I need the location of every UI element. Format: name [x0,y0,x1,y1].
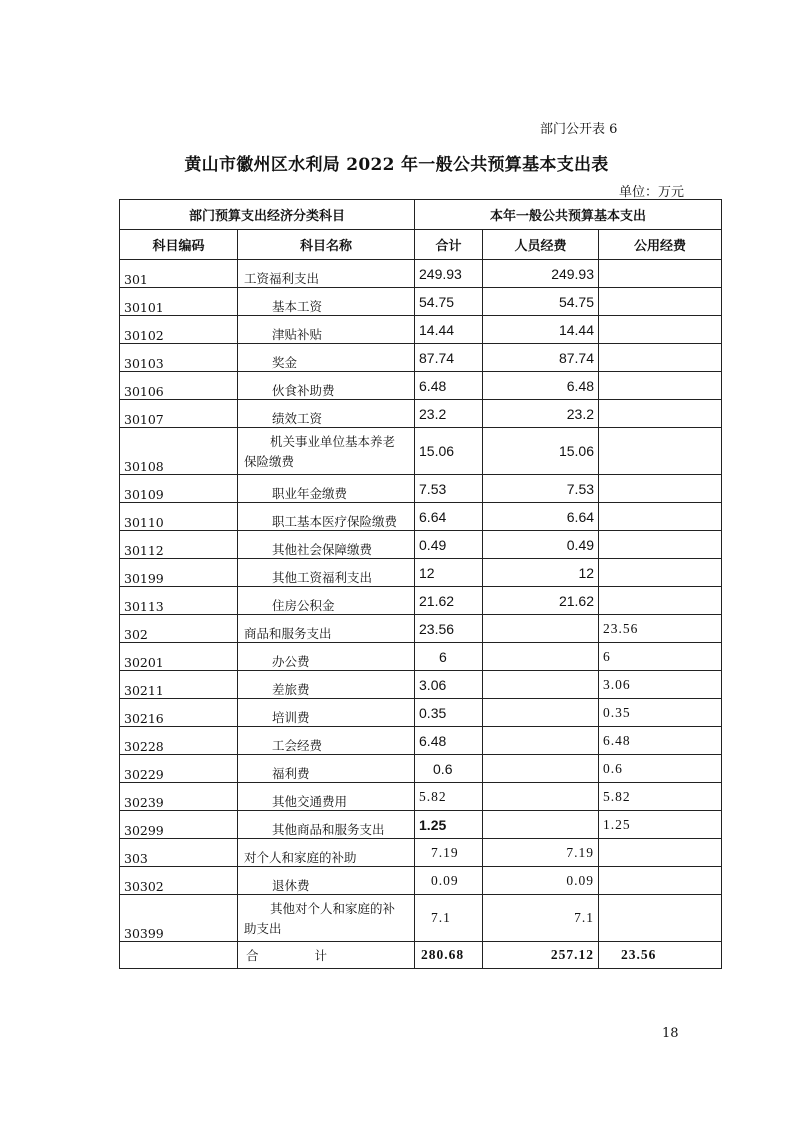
row-public [599,288,722,316]
row-name: 其他商品和服务支出 [238,811,415,839]
table-row [120,428,722,475]
row-code: 30299 [120,811,238,839]
row-public [599,372,722,400]
row-public [599,344,722,372]
row-total: 21.62 [415,587,483,615]
row-name: 差旅费 [238,671,415,699]
row-total: 14.44 [415,316,483,344]
row-total: 3.06 [415,671,483,699]
row-total: 6.48 [415,727,483,755]
row-name-line1: 机关事业单位基本养老 [270,434,396,449]
row-personnel [483,727,599,755]
unit-note: 单位：万元 [619,185,685,200]
table-row [120,755,722,783]
table-row [120,643,722,671]
table-body [120,260,722,969]
row-code: 30199 [120,559,238,587]
row-code: 30239 [120,783,238,811]
row-personnel: 7.53 [483,475,599,503]
table-row [120,288,722,316]
row-code: 30101 [120,288,238,316]
row-personnel: 14.44 [483,316,599,344]
table-row [120,615,722,643]
row-public: 6.48 [599,727,722,755]
row-name-line1: 其他对个人和家庭的补 [270,901,396,916]
row-personnel: 23.2 [483,400,599,428]
row-personnel: 7.19 [483,839,599,867]
row-code: 301 [120,260,238,288]
total-row [120,942,722,969]
page-number: 18 [662,1026,679,1041]
row-name: 对个人和家庭的补助 [238,839,415,867]
row-total: 0.35 [415,699,483,727]
table-row [120,559,722,587]
row-personnel [483,671,599,699]
total-row-personnel: 257.12 [483,942,599,969]
table-row [120,475,722,503]
header-row-group [120,200,722,230]
row-code: 30107 [120,400,238,428]
row-name: 办公费 [238,643,415,671]
row-code: 30228 [120,727,238,755]
header-total: 合计 [415,230,483,260]
row-public: 0.35 [599,699,722,727]
row-personnel [483,783,599,811]
row-name: 福利费 [238,755,415,783]
row-total: 0.09 [415,867,483,895]
table-row [120,727,722,755]
header-personnel: 人员经费 [483,230,599,260]
total-row-code [120,942,238,969]
row-name: 伙食补助费 [238,372,415,400]
table-row [120,400,722,428]
table-row [120,867,722,895]
row-total: 15.06 [415,428,483,475]
row-public [599,559,722,587]
row-code: 302 [120,615,238,643]
row-name [238,428,415,475]
row-public [599,867,722,895]
row-name: 工会经费 [238,727,415,755]
row-name: 职业年金缴费 [238,475,415,503]
row-total: 1.25 [415,811,483,839]
table-row [120,811,722,839]
table-row [120,316,722,344]
row-total: 7.19 [415,839,483,867]
row-name: 基本工资 [238,288,415,316]
row-code: 30211 [120,671,238,699]
row-code: 30110 [120,503,238,531]
row-public: 1.25 [599,811,722,839]
row-code: 303 [120,839,238,867]
row-public: 23.56 [599,615,722,643]
row-total: 12 [415,559,483,587]
table-row [120,344,722,372]
row-name-line2: 保险缴费 [244,454,295,469]
row-personnel: 21.62 [483,587,599,615]
row-public [599,260,722,288]
row-personnel: 87.74 [483,344,599,372]
table-row [120,587,722,615]
row-total: 23.2 [415,400,483,428]
row-personnel [483,615,599,643]
row-public [599,531,722,559]
row-code: 30229 [120,755,238,783]
row-public [599,503,722,531]
row-total: 87.74 [415,344,483,372]
row-code: 30109 [120,475,238,503]
row-code: 30102 [120,316,238,344]
row-personnel: 15.06 [483,428,599,475]
row-public [599,316,722,344]
budget-table [119,199,722,969]
row-personnel: 0.09 [483,867,599,895]
row-name: 其他工资福利支出 [238,559,415,587]
row-public [599,475,722,503]
row-personnel: 12 [483,559,599,587]
row-name: 绩效工资 [238,400,415,428]
row-public: 5.82 [599,783,722,811]
row-name: 培训费 [238,699,415,727]
row-name [238,895,415,942]
table-row [120,671,722,699]
row-name: 奖金 [238,344,415,372]
table-row [120,895,722,942]
row-public: 6 [599,643,722,671]
row-name: 住房公积金 [238,587,415,615]
table-row [120,699,722,727]
row-code: 30112 [120,531,238,559]
table-row [120,503,722,531]
row-name: 退休费 [238,867,415,895]
header-public: 公用经费 [599,230,722,260]
total-row-total: 280.68 [415,942,483,969]
total-row-public: 23.56 [599,942,722,969]
row-personnel [483,699,599,727]
page-title: 黄山市徽州区水利局 2022 年一般公共预算基本支出表 [184,155,609,175]
row-personnel [483,755,599,783]
row-name: 津贴补贴 [238,316,415,344]
row-public [599,587,722,615]
row-total: 6.64 [415,503,483,531]
header-basic-expenditure: 本年一般公共预算基本支出 [415,200,722,230]
row-name: 工资福利支出 [238,260,415,288]
table-row [120,372,722,400]
table-row [120,839,722,867]
row-total: 5.82 [415,783,483,811]
header-economic-class: 部门预算支出经济分类科目 [120,200,415,230]
row-personnel [483,643,599,671]
table-row [120,783,722,811]
row-total: 249.93 [415,260,483,288]
document-label: 部门公开表 6 [540,122,618,137]
row-personnel: 249.93 [483,260,599,288]
row-personnel: 7.1 [483,895,599,942]
header-code: 科目编码 [120,230,238,260]
row-code: 30302 [120,867,238,895]
header-row-columns [120,230,722,260]
row-code: 30201 [120,643,238,671]
row-name-line2: 助支出 [244,921,282,936]
row-personnel: 54.75 [483,288,599,316]
row-total: 7.53 [415,475,483,503]
row-code: 30113 [120,587,238,615]
row-public [599,895,722,942]
table-row [120,260,722,288]
row-personnel: 6.48 [483,372,599,400]
header-name: 科目名称 [238,230,415,260]
row-name: 其他社会保障缴费 [238,531,415,559]
row-public [599,400,722,428]
row-total: 54.75 [415,288,483,316]
row-public [599,839,722,867]
row-total: 0.49 [415,531,483,559]
row-total: 7.1 [415,895,483,942]
row-code: 30108 [120,428,238,475]
row-personnel: 6.64 [483,503,599,531]
row-public [599,428,722,475]
row-code: 30106 [120,372,238,400]
total-row-label: 合 计 [238,942,415,969]
row-total: 6.48 [415,372,483,400]
row-personnel [483,811,599,839]
row-code: 30216 [120,699,238,727]
row-code: 30399 [120,895,238,942]
row-personnel: 0.49 [483,531,599,559]
table-row [120,531,722,559]
row-code: 30103 [120,344,238,372]
row-total: 6 [415,643,483,671]
row-name: 商品和服务支出 [238,615,415,643]
row-total: 0.6 [415,755,483,783]
row-public: 3.06 [599,671,722,699]
row-total: 23.56 [415,615,483,643]
row-name: 职工基本医疗保险缴费 [238,503,415,531]
row-name: 其他交通费用 [238,783,415,811]
row-public: 0.6 [599,755,722,783]
